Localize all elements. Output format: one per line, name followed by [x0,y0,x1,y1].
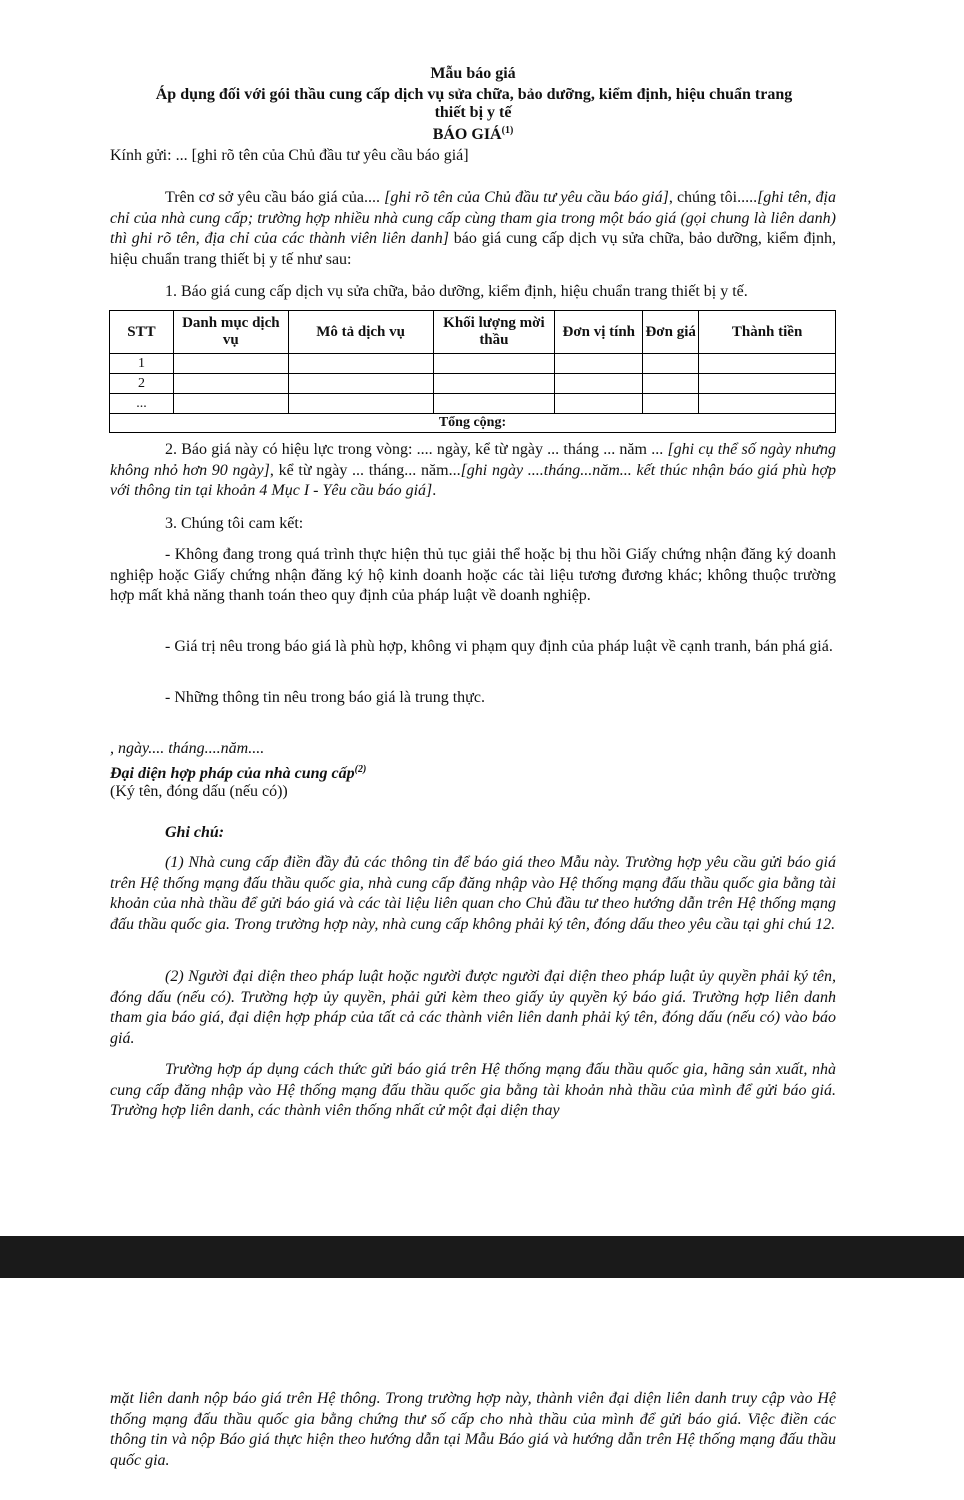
table-cell[interactable] [288,354,433,374]
validity-italic-2: [ghi ngày ....tháng...năm... kết thúc nhận báo giá phù hợp với thông tin tại khoản 4 Mục I - Yêu cầu báo giá] [110,461,836,499]
commitment-1: - Không đang trong quá trình thực hiện thủ tục giải thể hoặc bị thu hồi Giấy chứng nhận đăng ký doanh nghiệp hoặc Giấy chứng nhận đăng ký hộ kinh doanh hoặc các tài liệu tương đương khác; không thuộc trường hợp mất khả năng thanh toán theo quy định của pháp luật về doanh nghiệp. [110,546,836,604]
intro-text-3: báo giá cung cấp dịch vụ sửa chữa, bảo dưỡng, kiểm định, hiệu chuẩn trang thiết bị y tế như sau: [110,230,837,268]
table-cell[interactable] [433,374,555,394]
intro-text-2: , chúng tôi..... [668,189,758,206]
col-header-description: Mô tả dịch vụ [288,311,433,354]
apply-title-line1: Áp dụng đối với gói thầu cung cấp dịch vụ sửa chữa, bảo dưỡng, kiểm định, hiệu chuẩn trang [155,86,793,103]
signature-representative [110,760,836,785]
document-page-2 [0,1278,964,1500]
col-header-quantity: Khối lượng mời thầu [433,311,555,354]
table-row [110,354,836,374]
table-cell[interactable] [555,354,643,374]
col-header-amount: Thành tiền [699,311,836,354]
table-total-row [110,414,836,433]
table-cell[interactable] [433,354,555,374]
note-3-part-1: Trường hợp áp dụng cách thức gửi báo giá trên Hệ thống mạng đấu thầu quốc gia, hãng sản xuất, nhà cung cấp đăng nhập vào Hệ thống mạng đấu thầu quốc gia bằng tài khoản nhà thầu của mình để gửi báo giá. Trường hợp liên danh, các thành viên thống nhất cử một đại diện thay [110,1061,836,1119]
quote-table [109,310,836,433]
signature-note: (Ký tên, đóng dấu (nếu có)) [110,783,288,800]
representative-ref: (2) [354,764,367,775]
table-cell[interactable] [288,394,433,414]
col-header-unit: Đơn vị tính [555,311,643,354]
intro-paragraph [110,188,836,270]
doc-title [110,122,836,144]
table-cell[interactable] [288,374,433,394]
table-cell[interactable] [643,394,699,414]
intro-text-1: Trên cơ sở yêu cầu báo giá của.... [165,189,385,206]
table-cell[interactable] [699,374,836,394]
validity-text-3: . [432,482,437,499]
table-cell[interactable] [555,374,643,394]
doc-title-ref: (1) [501,125,514,136]
col-header-service: Danh mục dịch vụ [173,311,288,354]
note-1: (1) Nhà cung cấp điền đầy đủ các thông tin để báo giá theo Mẫu này. Trường hợp yêu cầu gửi báo giá trên Hệ thống mạng đấu thầu quốc gia, nhà cung cấp đăng nhập vào Hệ thống mạng đấu thầu quốc gia bằng tài khoản của nhà thầu để gửi báo giá và các tài liệu liên quan cho Chủ đầu tư theo hướng dẫn trên Hệ thống mạng đấu thầu quốc gia. Trong trường hợp này, nhà cung cấp không phải ký tên, đóng dấu theo yêu cầu tại ghi chú 12. [110,854,836,933]
signature-date-line: , ngày.... tháng....năm.... [110,740,265,757]
table-row [110,374,836,394]
apply-title-line2: thiết bị y tế [434,104,512,121]
note-3-part-2: mặt liên danh nộp báo giá trên Hệ thông. Trong trường hợp này, thành viên đại diện liên danh truy cập vào Hệ thống mạng đấu thầu quốc gia bằng chứng thư số cấp cho nhà thầu của mình để gửi báo giá. Việc điền các thông tin và nộp Báo giá thực hiện theo hướng dẫn tại Mẫu Báo giá và hướng dẫn trên Hệ thống mạng đấu thầu quốc gia. [110,1390,836,1469]
commitment-3: - Những thông tin nêu trong báo giá là trung thực. [165,689,485,706]
form-title: Mẫu báo giá [430,65,516,82]
representative-text: Đại diện hợp pháp của nhà cung cấp [110,765,355,782]
table-header-row [110,311,836,354]
table-cell[interactable] [555,394,643,414]
doc-title-text: BÁO GIÁ [432,126,502,143]
table-cell[interactable] [699,354,836,374]
section-2-paragraph [110,440,836,502]
total-label: Tổng cộng: [110,414,836,433]
table-cell[interactable] [643,354,699,374]
row-stt: ... [110,394,174,414]
commitment-2: - Giá trị nêu trong báo giá là phù hợp, không vi phạm quy định của pháp luật về cạnh tranh, bán phá giá. [165,638,833,655]
section-1-heading: 1. Báo giá cung cấp dịch vụ sửa chữa, bảo dưỡng, kiểm định, hiệu chuẩn trang thiết bị y tế. [165,283,748,300]
col-header-stt: STT [110,311,174,354]
notes-heading: Ghi chú: [165,824,225,841]
section-3-heading: 3. Chúng tôi cam kết: [165,515,304,532]
table-cell[interactable] [699,394,836,414]
table-cell[interactable] [643,374,699,394]
row-stt: 1 [110,354,174,374]
note-2: (2) Người đại diện theo pháp luật hoặc người được người đại diện theo pháp luật ủy quyền phải ký tên, đóng dấu (nếu có). Trường hợp ủy quyền, phải gửi kèm theo giấy ủy quyền ký báo giá. Trường hợp liên danh tham gia báo giá, đại diện hợp pháp của tất cả các thành viên liên danh phải ký tên, đóng dấu (nếu có) vào báo giá. [110,968,836,1047]
row-stt: 2 [110,374,174,394]
table-cell[interactable] [173,374,288,394]
intro-italic-2: [ghi tên, địa chỉ của nhà cung cấp; trường hợp nhiều nhà cung cấp cùng tham gia trong một báo giá (gọi chung là liên danh) thì ghi rõ tên, địa chỉ của các thành viên liên danh] [110,189,837,247]
col-header-unit-price: Đơn giá [643,311,699,354]
table-cell[interactable] [173,354,288,374]
table-cell[interactable] [433,394,555,414]
recipient-line: Kính gửi: ... [ghi rõ tên của Chủ đầu tư yêu cầu báo giá] [110,147,469,164]
validity-text-1: 2. Báo giá này có hiệu lực trong vòng: .... ngày, kể từ ngày ... tháng ... năm ... [165,441,668,458]
validity-text-2: , kể từ ngày ... tháng... năm... [269,461,461,479]
validity-italic-1: [ghi cụ thể số ngày nhưng không nhỏ hơn 90 ngày] [110,441,837,479]
table-row [110,394,836,414]
intro-italic-1: [ghi rõ tên của Chủ đầu tư yêu cầu báo giá] [384,189,669,206]
page-separator [0,1236,964,1278]
table-cell[interactable] [173,394,288,414]
